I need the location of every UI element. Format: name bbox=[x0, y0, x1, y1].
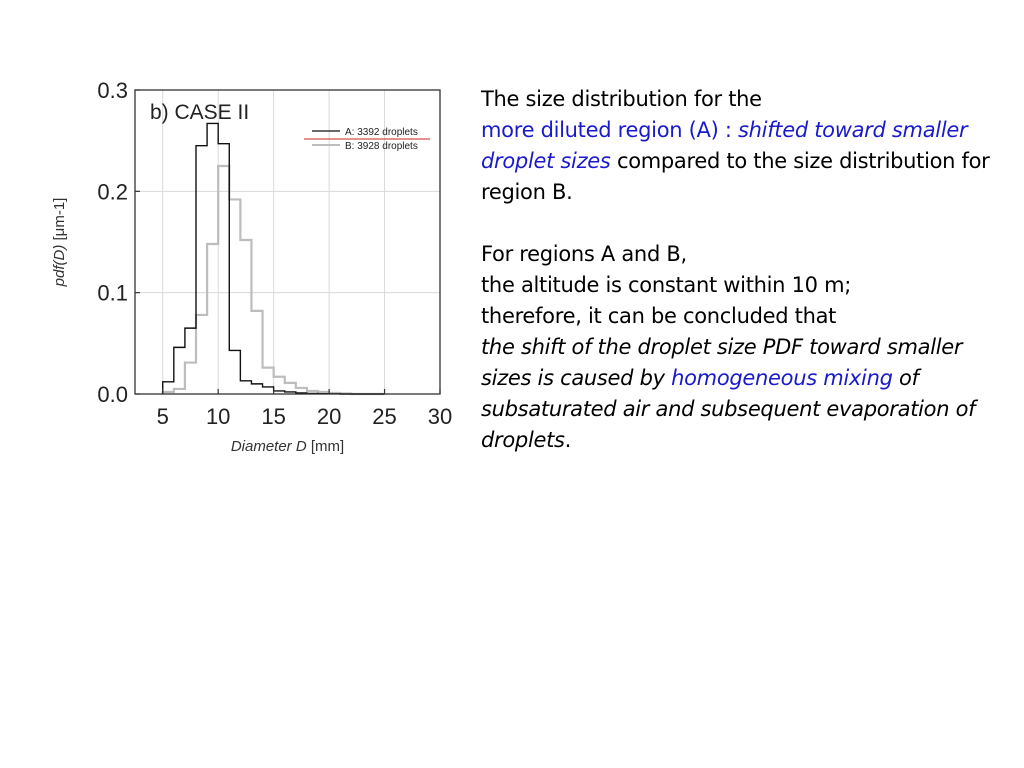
p1-line1: The size distribution for the bbox=[481, 87, 762, 111]
p2-italic-text-1: the shift of the droplet size PDF toward smaller sizes is caused by bbox=[481, 335, 963, 390]
histogram-figure bbox=[40, 60, 470, 460]
y-tick-label-0.0: 0.0 bbox=[97, 382, 128, 407]
x-tick-label-20: 20 bbox=[316, 404, 342, 429]
chart-title: b) CASE II bbox=[150, 101, 250, 124]
x-tick-label-30: 30 bbox=[427, 404, 453, 429]
legend-label-a: A: 3392 droplets bbox=[345, 127, 418, 138]
p1-rest-text: compared to the size distribution for region B. bbox=[481, 149, 990, 204]
p1-blue-text: more diluted region (A) : bbox=[481, 118, 739, 142]
y-axis-label: pdf(D) [μm-1] bbox=[51, 197, 68, 287]
x-tick-label-10: 10 bbox=[205, 404, 231, 429]
y-tick-label-0.3: 0.3 bbox=[97, 78, 128, 103]
x-axis-label: Diameter D [mm] bbox=[230, 438, 345, 455]
p2-end-period: . bbox=[564, 428, 572, 452]
p2-line1: For regions A and B, bbox=[481, 242, 687, 266]
y-tick-label-0.2: 0.2 bbox=[97, 179, 128, 205]
p2-line2: the altitude is constant within 10 m; bbox=[481, 273, 851, 297]
p2-italic-text-2: of subsaturated air and subsequent evaporation of droplets bbox=[481, 366, 976, 452]
x-tick-label-5: 5 bbox=[156, 404, 169, 429]
p2-blue-italic-text: homogeneous mixing bbox=[671, 366, 893, 390]
x-tick-label-15: 15 bbox=[261, 404, 286, 429]
paragraph-1 bbox=[481, 84, 1001, 208]
paragraph-2 bbox=[481, 239, 1001, 456]
explanation-text bbox=[481, 84, 1001, 456]
y-tick-label-0.1: 0.1 bbox=[97, 280, 128, 306]
p2-line3: therefore, it can be concluded that bbox=[481, 304, 837, 328]
p1-blue-italic-text: shifted toward smaller droplet sizes bbox=[481, 118, 968, 173]
legend-label-b: B: 3928 droplets bbox=[345, 141, 418, 152]
x-tick-label-25: 25 bbox=[372, 404, 397, 429]
